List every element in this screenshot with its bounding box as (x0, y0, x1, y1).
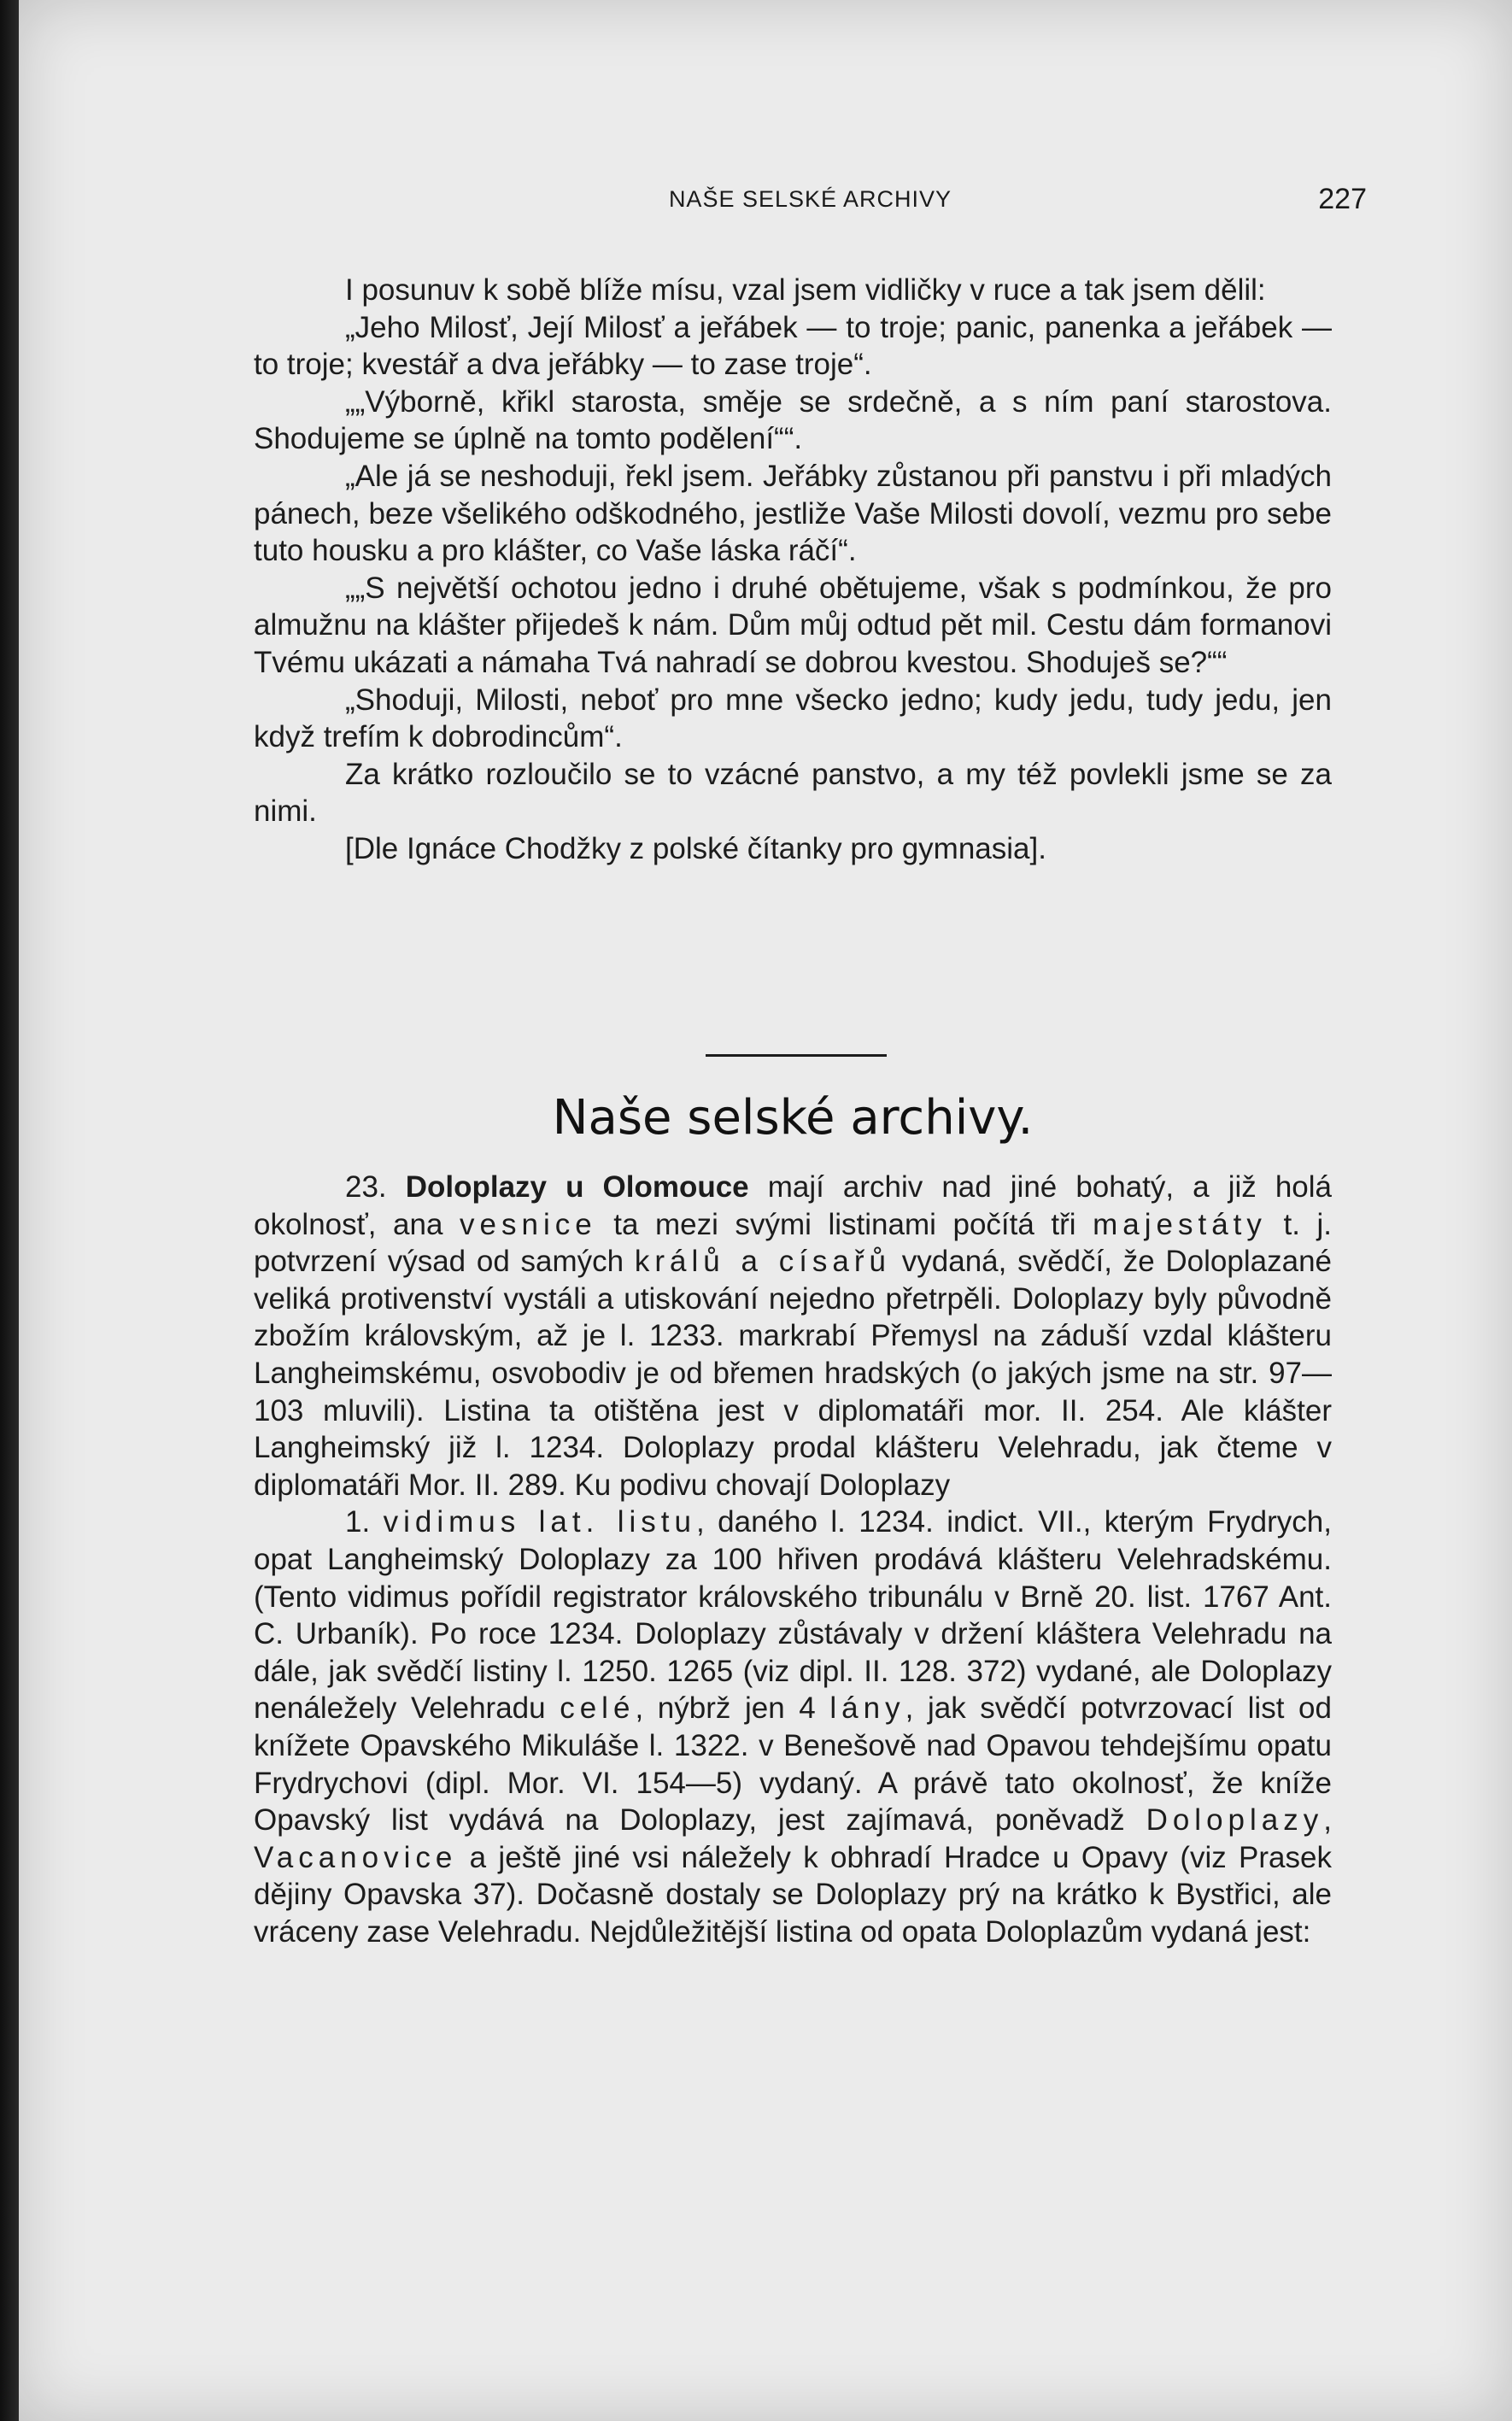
archive-text (254, 1169, 1332, 1950)
place-name: Doloplazy u Olomouce (405, 1170, 749, 1204)
text-run: , jak svědčí potvrzovací list od knížete Opavského Mikuláše l. 1322. v Benešově nad Opavou tehdejšímu opatu Frydrychovi (dipl. Mor. VI. 154—5) vydaný. A právě tato okolnosť, že kníže Opavský list vydává na Doloplazy, jest zajímavá, poněvadž (254, 1691, 1332, 1838)
text-run: mají archiv nad jiné bohatý, a již holá okolnosť, ana (254, 1170, 1332, 1241)
story-paragraph-5: „„S největší ochotou jedno i druhé obětujeme, však s podmínkou, že pro almužnu na klášter přijedeš k nám. Dům můj odtud pět mil. Cestu dám formanovi Tvému ukázati a námaha Tvá nahradí se dobrou kvestou. Shoduješ se?““ (254, 571, 1332, 679)
page-number: 227 (1318, 183, 1367, 215)
source-citation: [Dle Ignáce Chodžky z polské čítanky pro gymnasia]. (345, 831, 1046, 865)
emphasis-vesnice: vesnice (460, 1207, 597, 1241)
story-paragraph-4: „Ale já se neshoduji, řekl jsem. Jeřábky zůstanou při panstvu i při mladých pánech, beze všelikého odškodného, jestliže Vaše Milosti dovolí, vezmu pro sebe tuto housku a pro klášter, co Vaše láska ráčí“. (254, 459, 1332, 568)
emphasis-doloplazy: Doloplazy (1146, 1803, 1324, 1838)
emphasis-lany: lány (829, 1691, 905, 1726)
archive-paragraph-2 (254, 1504, 1332, 1950)
entry-number: 23. (345, 1170, 387, 1204)
section-divider (706, 1054, 887, 1057)
story-paragraph-2: „Jeho Milosť, Její Milosť a jeřábek — to troje; panic, panenka a jeřábek — to troje; kvestář a dva jeřábky — to zase troje“. (254, 310, 1332, 382)
emphasis-vacanovice: Vacanovice (254, 1840, 458, 1874)
emphasis-cele: celé (560, 1691, 636, 1726)
text-run: a ještě jiné vsi náležely k obhradí Hradce u Opavy (viz Prasek dějiny Opavska 37). Dočasně dostaly se Doloplazy prý na krátko k Bystřici, ale vráceny zase Velehradu. Nejdůležitější listina od opata Doloplazům vydaná jest: (254, 1840, 1332, 1949)
emphasis-majestaty: majestáty (1093, 1207, 1267, 1241)
text-run: , daného l. 1234. indict. VII., kterým Frydrych, opat Langheimský Doloplazy za 100 hřiven prodává klášteru Velehradskému. (Tento vidimus pořídil registrator královského tribunálu v Brně 20. list. 1767 Ant. C. Urbaník). Po roce 1234. Doloplazy zůstávaly v držení kláštera Velehradu na dále, jak svědčí listiny l. 1250. 1265 (viz dipl. II. 128. 372) vydané, ale Doloplazy nenáležely Velehradu (254, 1505, 1332, 1726)
section-title: Naše selské archivy. (552, 1090, 1034, 1146)
story-paragraph-1: I posunuv k sobě blíže mísu, vzal jsem vidličky v ruce a tak jsem dělil: (345, 273, 1266, 307)
text-run: , (1323, 1803, 1332, 1838)
emphasis-kralu-a-cisaru: králů a císařů (634, 1245, 892, 1279)
page-header (254, 178, 1367, 220)
story-paragraph-7: Za krátko rozloučilo se to vzácné panstvo, a my též povlekli jsme se za nimi. (254, 757, 1332, 829)
text-run: 1. (345, 1505, 384, 1539)
emphasis-vidimus: vidimus lat. listu (383, 1505, 696, 1539)
story-text (254, 272, 1332, 868)
text-run: ta mezi svými listinami počítá tři (596, 1207, 1093, 1241)
text-run: vydaná, svědčí, že Doloplazané veliká protivenství vystáli a utiskování nejedno přetrpěli. Doloplazy byly původně zbožím královským, až je l. 1233. markrabí Přemysl na záduší vzdal klášteru Langheimskému, osvobodiv je od břemen hradských (o jakých jsme na str. 97—103 mluvili). Listina ta otištěna jest v diplomatáři mor. II. 254. Ale klášter Langheimský již l. 1234. Doloplazy prodal klášteru Velehradu, jak čteme v diplomatáři Mor. II. 289. Ku podivu chovají Doloplazy (254, 1245, 1332, 1502)
text-run: t. j. potvrzení výsad od samých (254, 1207, 1332, 1279)
text-run: , nýbrž jen 4 (635, 1691, 830, 1726)
story-paragraph-3: „„Výborně, křikl starosta, směje se srdečně, a s ním paní starostova. Shodujeme se úplně na tomto podělení““. (254, 384, 1332, 456)
story-paragraph-6: „Shoduji, Milosti, neboť pro mne všecko jedno; kudy jedu, tudy jedu, jen když trefím k dobrodincům“. (254, 683, 1332, 754)
archive-paragraph-1 (254, 1169, 1332, 1504)
running-title: NAŠE SELSKÉ ARCHIVY (668, 186, 952, 212)
scan-left-edge (0, 0, 19, 2421)
